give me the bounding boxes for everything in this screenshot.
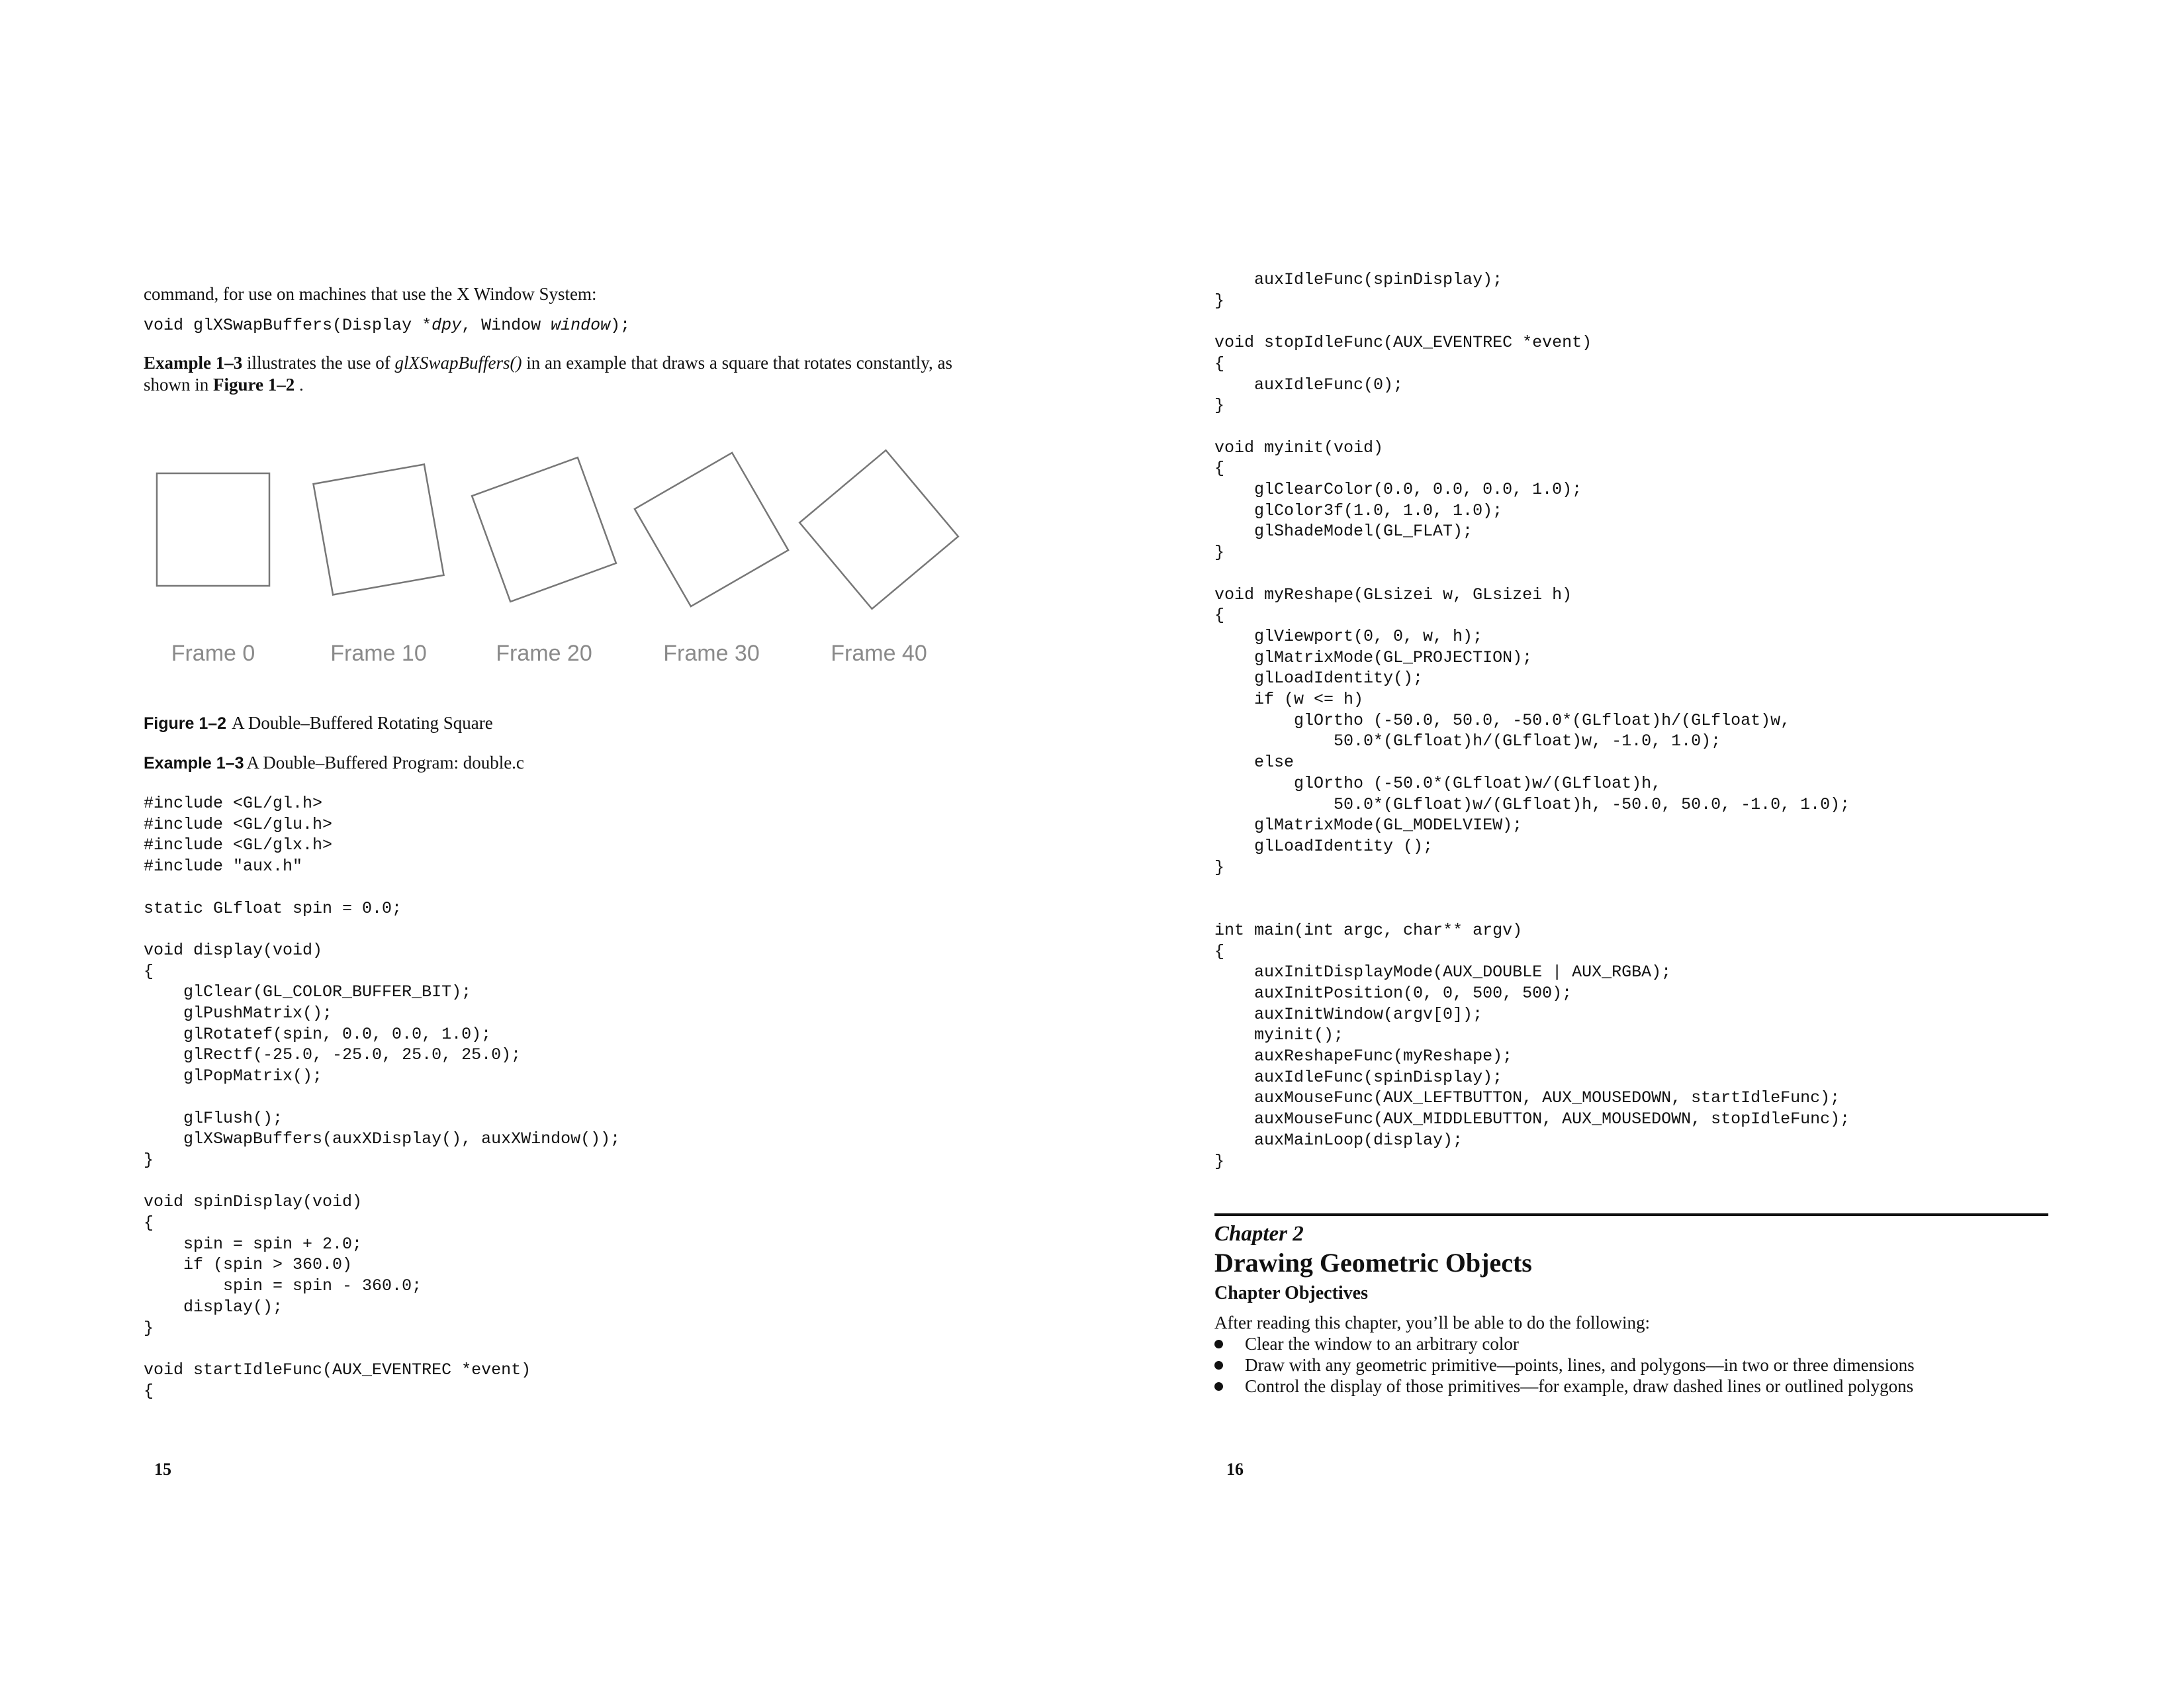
- figure-caption-text: A Double–Buffered Rotating Square: [232, 713, 493, 733]
- list-item: Clear the window to an arbitrary color: [1214, 1333, 2075, 1354]
- figure-reference: Figure 1–2: [213, 375, 295, 395]
- signature-mid: , Window: [461, 316, 551, 335]
- example-caption: [144, 753, 524, 773]
- function-signature: [144, 315, 630, 336]
- signature-suffix: );: [610, 316, 631, 335]
- square-frame-30: [635, 453, 788, 606]
- paragraph-text-3: .: [295, 375, 304, 395]
- intro-paragraph: [144, 352, 978, 396]
- list-item: Draw with any geometric primitive—points, lines, and polygons—in two or three dimensions: [1214, 1354, 2075, 1376]
- example-caption-label: Example 1–3: [144, 754, 244, 773]
- square-frame-0: [157, 473, 269, 586]
- figure-caption: [144, 713, 493, 733]
- chapter-objectives-heading: Chapter Objectives: [1214, 1283, 1368, 1303]
- signature-arg-dpy: dpy: [432, 316, 462, 335]
- frame-label-0: Frame 0: [171, 641, 255, 666]
- chapter-title: Drawing Geometric Objects: [1214, 1248, 1532, 1278]
- chapter-intro: After reading this chapter, you’ll be able to do the following:: [1214, 1313, 1650, 1333]
- square-frame-40: [799, 450, 958, 609]
- square-frame-20: [472, 457, 616, 602]
- chapter-label: Chapter 2: [1214, 1222, 1304, 1246]
- example-reference: Example 1–3: [144, 353, 243, 373]
- frame-label-20: Frame 20: [496, 641, 592, 666]
- bullet-icon: [1214, 1382, 1223, 1391]
- chapter-rule: [1214, 1213, 2048, 1216]
- code-listing-right: auxIdleFunc(spinDisplay); } void stopIdleFunc(AUX_EVENTREC *event) { auxIdleFunc(0); } void myinit(void) { glClearColor(0.0, 0.0, 0.0, 1.0); glColor3f(1.0, 1.0, 1.0); glShadeModel(GL_FLAT); } void myReshape(GLsizei w, GLsizei h) { glViewport(0, 0, w, h); glMatrixMode(GL_PROJECTION); glLoadIdentity(); if (w <= h) glOrtho (-50.0, 50.0, -50.0*(GLfloat)h/(GLfloat)w, 50.0*(GLfloat)h/(GLfloat)w, -1.0, 1.0); else glOrtho (-50.0*(GLfloat)w/(GLfloat)h, 50.0*(GLfloat)w/(GLfloat)h, -50.0, 50.0, -1.0, 1.0); glMatrixMode(GL_MODELVIEW); glLoadIdentity (); } int main(int argc, char** argv) { auxInitDisplayMode(AUX_DOUBLE | AUX_RGBA); auxInitPosition(0, 0, 500, 500); auxInitWindow(argv[0]); myinit(); auxReshapeFunc(myReshape); auxIdleFunc(spinDisplay); auxMouseFunc(AUX_LEFTBUTTON, AUX_MOUSEDOWN, startIdleFunc); auxMouseFunc(AUX_MIDDLEBUTTON, AUX_MOUSEDOWN, stopIdleFunc); auxMainLoop(display); }: [1214, 270, 1850, 1171]
- figure-caption-label: Figure 1–2: [144, 714, 227, 733]
- page-number-right: 16: [1226, 1460, 1244, 1479]
- paragraph-text-1: illustrates the use of: [242, 353, 395, 373]
- right-page: [1092, 0, 2184, 1688]
- signature-arg-window: window: [551, 316, 611, 335]
- bullet-icon: [1214, 1361, 1223, 1370]
- square-frame-10: [314, 465, 444, 595]
- list-item: Control the display of those primitives—for example, draw dashed lines or outlined polygons: [1214, 1376, 2075, 1397]
- rotating-square-figure: [132, 444, 993, 629]
- objectives-list: [1214, 1333, 2075, 1397]
- intro-line: command, for use on machines that use the X Window System:: [144, 284, 597, 304]
- paragraph-text-2: in an example that draws a square that rotates constantly, as shown in: [144, 353, 952, 395]
- frame-label-30: Frame 30: [663, 641, 760, 666]
- frame-label-10: Frame 10: [330, 641, 427, 666]
- frame-label-40: Frame 40: [831, 641, 927, 666]
- page-number-left: 15: [154, 1460, 171, 1479]
- bullet-icon: [1214, 1340, 1223, 1348]
- example-caption-text: A Double–Buffered Program: double.c: [246, 753, 524, 773]
- signature-prefix: void glXSwapBuffers(Display *: [144, 316, 432, 335]
- code-listing-left: #include <GL/gl.h> #include <GL/glu.h> #include <GL/glx.h> #include "aux.h" static GLfloat spin = 0.0; void display(void) { glClear(GL_COLOR_BUFFER_BIT); glPushMatrix(); glRotatef(spin, 0.0, 0.0, 1.0); glRectf(-25.0, -25.0, 25.0, 25.0); glPopMatrix(); glFlush(); glXSwapBuffers(auxXDisplay(), auxXWindow()); } void spinDisplay(void) { spin = spin + 2.0; if (spin > 360.0) spin = spin - 360.0; display(); } void startIdleFunc(AUX_EVENTREC *event) {: [144, 794, 621, 1401]
- function-name: glXSwapBuffers(): [394, 353, 522, 373]
